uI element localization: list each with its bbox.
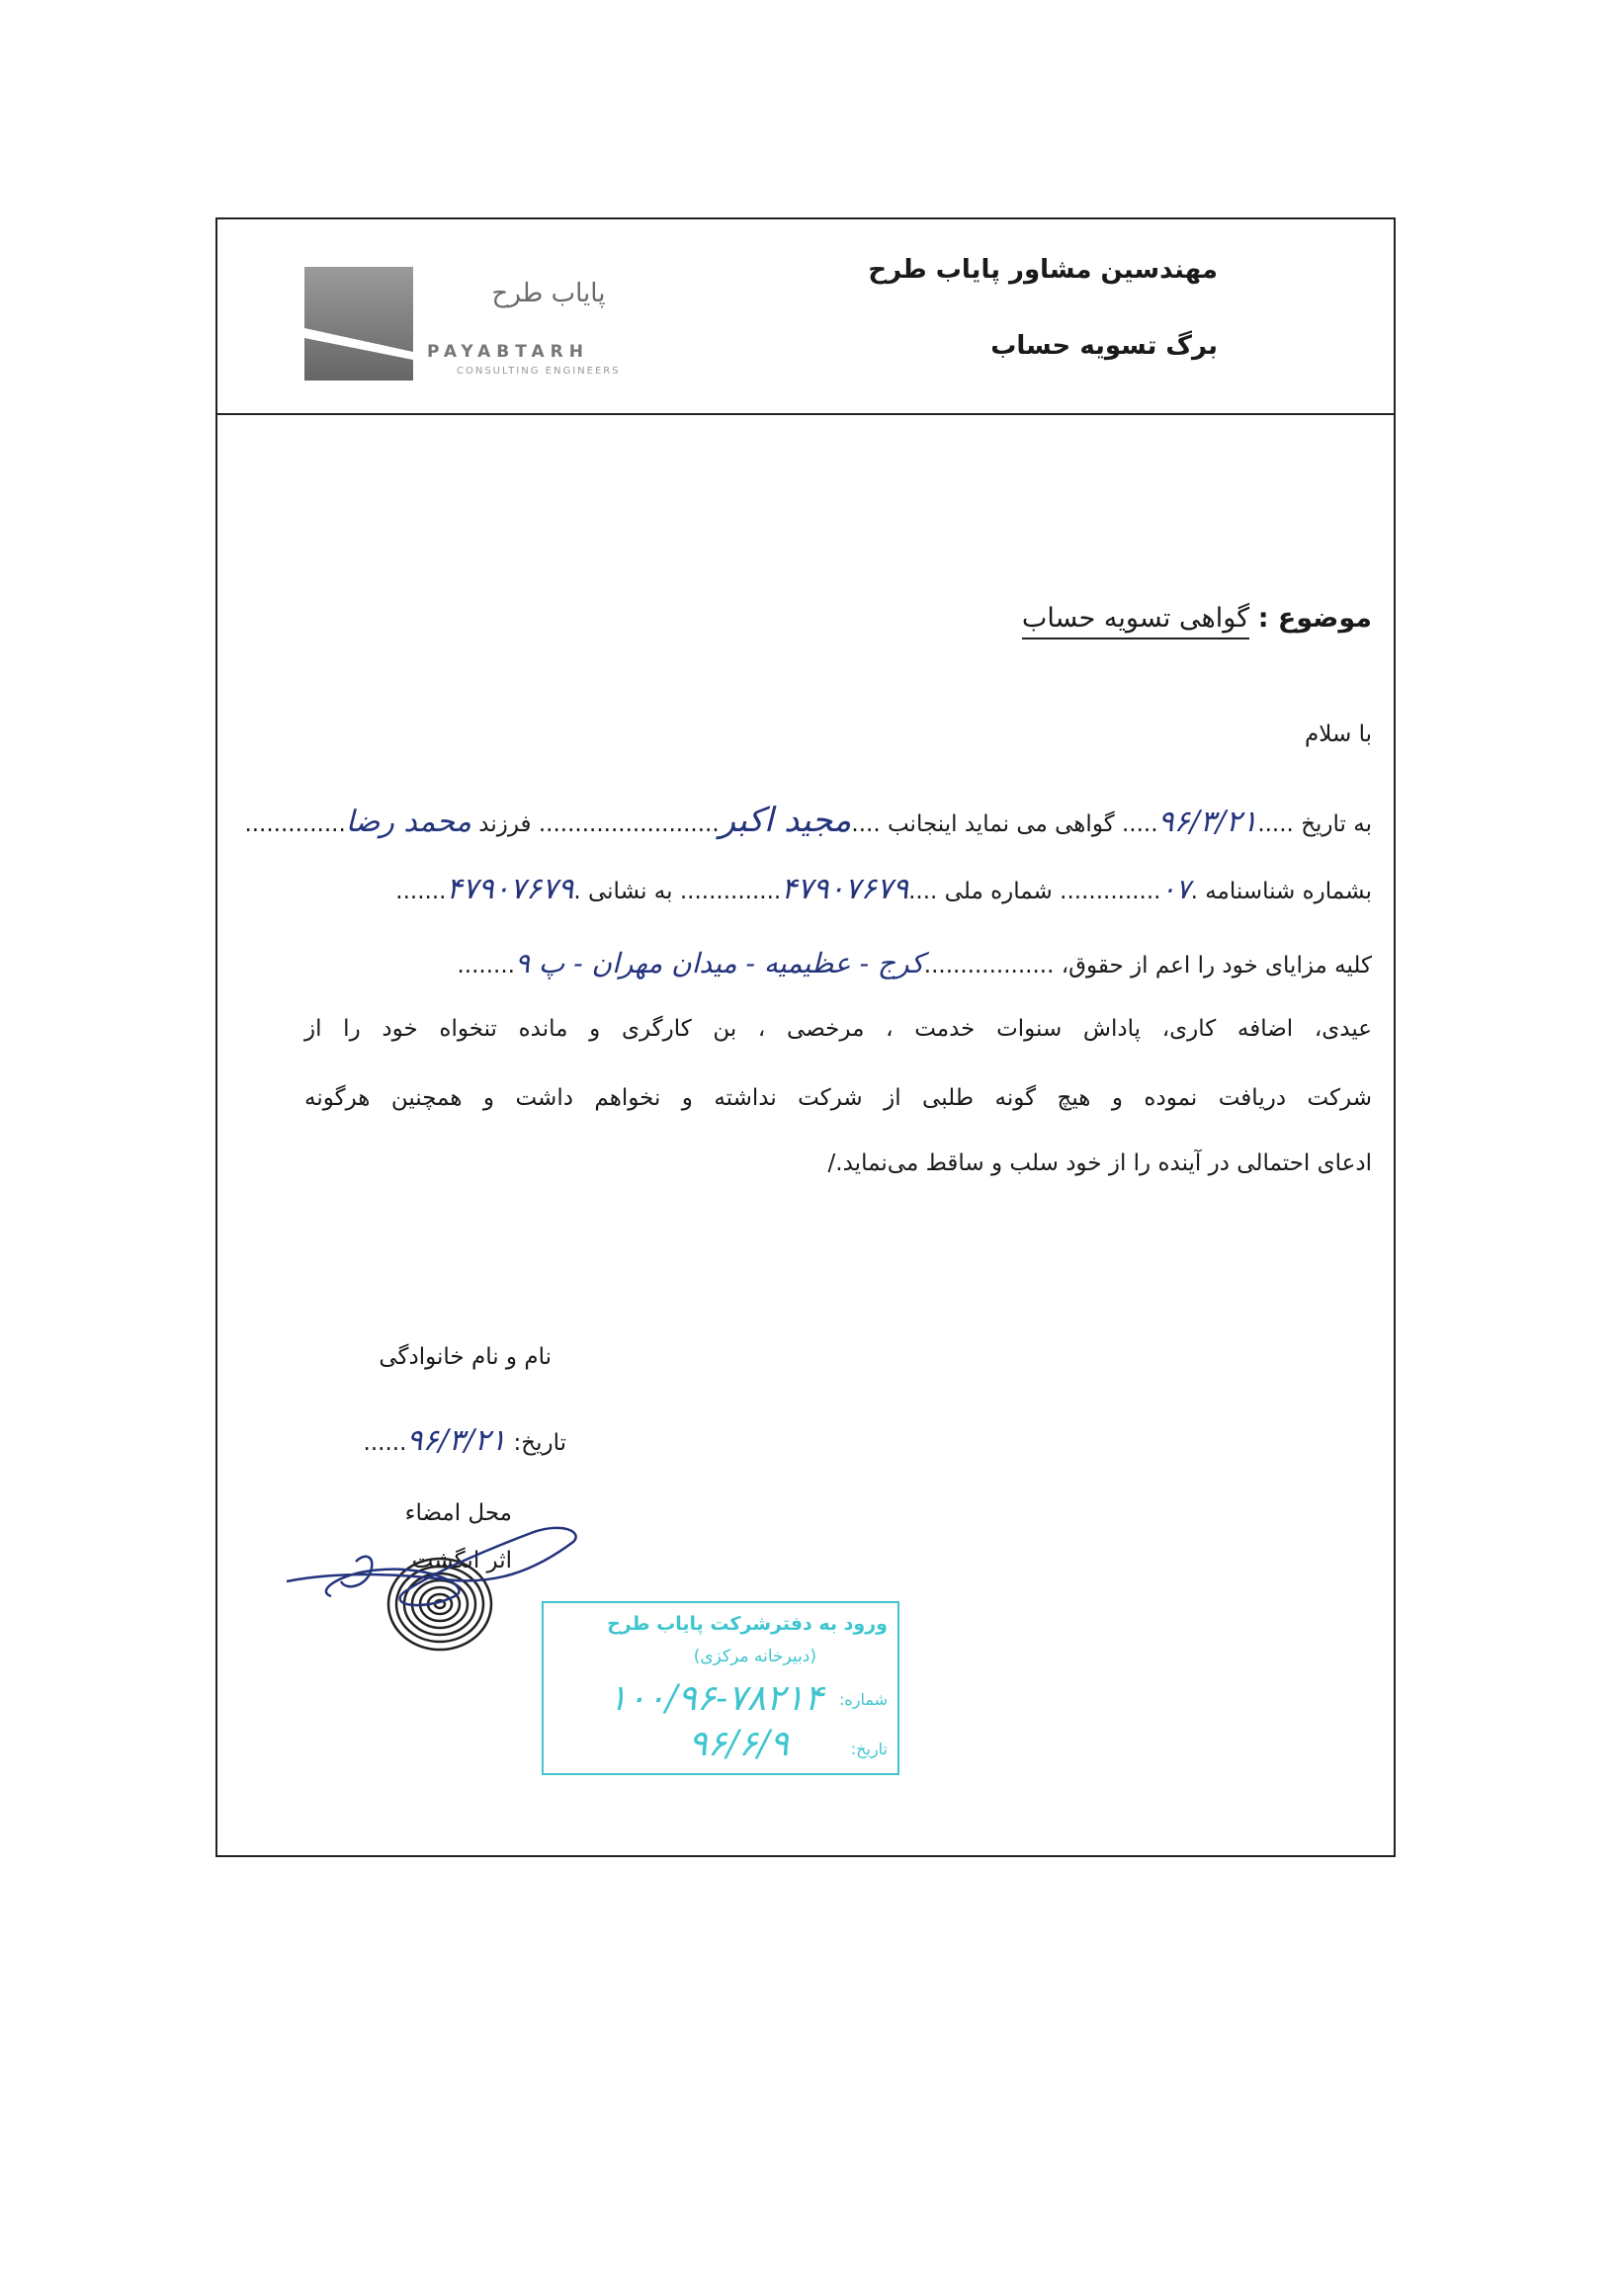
signature-place-label: محل امضاء <box>404 1500 512 1526</box>
stamp-title: ورود به دفترشرکت پایاب طرح <box>607 1613 888 1635</box>
subject-label: موضوع : <box>1257 603 1372 634</box>
full-name-label: نام و نام خانوادگی <box>379 1344 552 1370</box>
address-handwritten: کرج - عظیمیه - میدان مهران - پ ۹ <box>514 947 924 979</box>
date-label: به تاریخ <box>1301 811 1372 837</box>
form-title: برگ تسویه حساب <box>990 331 1218 361</box>
letter-line-3: کلیه مزایای خود را اعم از حقوق، ..................کرج - عظیمیه - میدان مهران - پ ۹........ <box>457 947 1372 979</box>
national-id-label: شماره ملی <box>944 879 1053 904</box>
letter-line-1: به تاریخ .....۹۶/۳/۲۱..... گواهی می نماید اینجانب ....مجید اکبر......................... فرزند محمد رضا.............. <box>244 801 1372 840</box>
office-entry-stamp <box>542 1601 899 1775</box>
address-label: به نشانی <box>587 879 673 904</box>
logo-english-text: PAYABTARH <box>427 342 589 362</box>
stamp-number-value: ۱۰۰/۹۶-۷۸۲۱۴ <box>608 1678 823 1719</box>
signature-date-label: تاریخ: <box>513 1430 566 1456</box>
company-logo-mark-icon <box>304 267 413 381</box>
national-id-handwritten: ۴۷۹۰۷۶۷۹ <box>781 872 909 906</box>
certify-text: گواهی می نماید اینجانب <box>887 811 1115 837</box>
letter-line-2: بشماره شناسنامه .۰۷.............. شماره ملی ....۴۷۹۰۷۶۷۹.............. به نشانی .۴۷۹۰۷۶۷۹....... <box>395 872 1372 906</box>
id-number-handwritten: ۰۷ <box>1160 873 1191 905</box>
logo-persian-text: پایاب طرح <box>491 279 606 308</box>
stamp-date-label: تاریخ: <box>850 1740 888 1758</box>
letter-line-5: شرکت دریافت نموده و هیچ گونه طلبی از شرکت نداشته و نخواهم داشت و همچنین هرگونه <box>304 1085 1372 1111</box>
logo-english-subtitle: CONSULTING ENGINEERS <box>457 366 621 377</box>
subject-text: گواهی تسویه حساب <box>1022 603 1249 639</box>
company-name: مهندسین مشاور پایاب طرح <box>868 255 1218 285</box>
signature-date-handwritten: ۹۶/۳/۲۱ <box>406 1423 507 1458</box>
stamp-subtitle: (دبیرخانه مرکزی) <box>693 1647 816 1666</box>
id-label: بشماره شناسنامه <box>1205 879 1372 904</box>
signature-scribble-icon <box>277 1502 583 1651</box>
greeting: با سلام <box>1305 722 1372 747</box>
letter-line-4: عیدی، اضافه کاری، پاداش سنوات خدمت ، مرخصی ، بن کارگری و مانده تنخواه خود را از <box>304 1016 1372 1042</box>
signature-date-row: تاریخ: ۹۶/۳/۲۱...... <box>363 1423 566 1458</box>
second-number-handwritten: ۴۷۹۰۷۶۷۹ <box>446 872 574 906</box>
employee-name-handwritten: مجید اکبر <box>719 801 852 840</box>
date-handwritten: ۹۶/۳/۲۱ <box>1157 805 1258 839</box>
father-name-handwritten: محمد رضا <box>345 805 471 839</box>
header-divider <box>215 413 1394 415</box>
subject-row <box>1022 603 1372 634</box>
thumbprint-label: اثر انگشت <box>411 1548 512 1573</box>
benefits-text: کلیه مزایای خود را اعم از حقوق، <box>1061 953 1372 978</box>
stamp-number-label: شماره: <box>838 1690 888 1709</box>
letter-line-6: ادعای احتمالی در آینده را از خود سلب و ساقط می‌نماید./ <box>827 1150 1372 1176</box>
child-of-label: فرزند <box>478 811 532 837</box>
stamp-date-value: ۹۶/۶/۹ <box>688 1724 789 1764</box>
